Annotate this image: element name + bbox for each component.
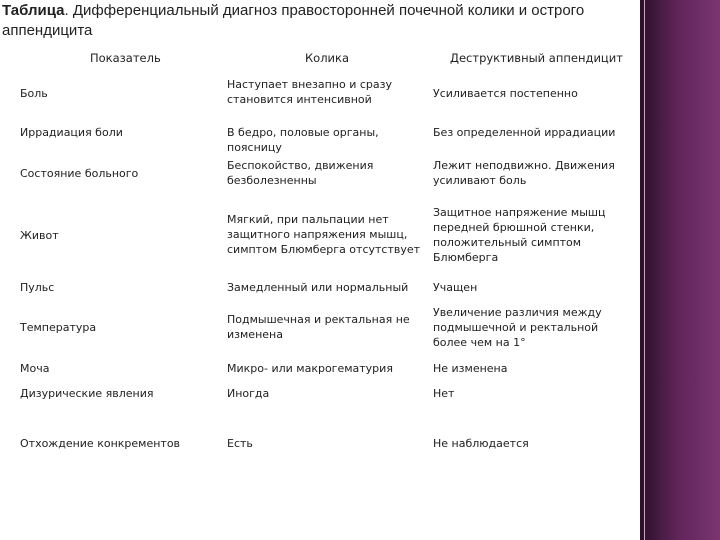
row-4-indicator: Пульс <box>20 281 55 294</box>
row-6-appendicitis: Не изменена <box>433 362 508 375</box>
row-2-appendicitis: Лежит неподвижно. Движения усиливают боль <box>433 159 615 187</box>
row-6-indicator: Моча <box>20 362 50 375</box>
row-1-appendicitis: Без определенной иррадиации <box>433 126 616 139</box>
row-3-indicator: Живот <box>20 229 59 242</box>
header-colic: Колика <box>305 51 350 65</box>
row-1-indicator: Иррадиация боли <box>20 126 123 139</box>
row-0-colic: Наступает внезапно и сразу становится интенсивной <box>227 78 392 106</box>
row-2-indicator: Состояние больного <box>20 167 139 180</box>
slide-title <box>2 1 638 41</box>
row-4-appendicitis: Учащен <box>433 281 478 294</box>
row-7-appendicitis: Нет <box>433 387 455 400</box>
row-3-colic: Мягкий, при пальпации нет защитного напряжения мышц, симптом Блюмберга отсутствует <box>227 213 421 256</box>
row-0-appendicitis: Усиливается постепенно <box>433 87 578 100</box>
row-1-colic: В бедро, половые органы, поясницу <box>227 126 379 154</box>
row-8-appendicitis: Не наблюдается <box>433 437 529 450</box>
decorative-divider <box>644 0 645 540</box>
row-2-colic: Беспокойство, движения безболезненны <box>227 159 374 187</box>
row-7-indicator: Дизурические явления <box>20 387 154 400</box>
row-4-colic: Замедленный или нормальный <box>227 281 409 294</box>
row-5-indicator: Температура <box>20 321 97 334</box>
row-5-colic: Подмышечная и ректальная не изменена <box>227 313 410 341</box>
header-indicator: Показатель <box>90 51 161 65</box>
header-appendicitis: Деструктивный аппендицит <box>450 51 623 65</box>
row-6-colic: Микро- или макрогематурия <box>227 362 393 375</box>
row-3-appendicitis: Защитное напряжение мышц передней брюшной стенки, положительный симптом Блюмберга <box>433 206 606 264</box>
title-rest: . Дифференциальный диагноз правосторонней почечной колики и острого аппендицита <box>2 2 585 39</box>
decorative-side-panel <box>640 0 720 540</box>
row-0-indicator: Боль <box>20 87 48 100</box>
row-5-appendicitis: Увеличение различия между подмышечной и ректальной более чем на 1° <box>433 306 602 349</box>
row-8-indicator: Отхождение конкрементов <box>20 437 181 450</box>
title-bold: Таблица <box>2 2 65 19</box>
row-8-colic: Есть <box>227 437 253 450</box>
row-7-colic: Иногда <box>227 387 270 400</box>
